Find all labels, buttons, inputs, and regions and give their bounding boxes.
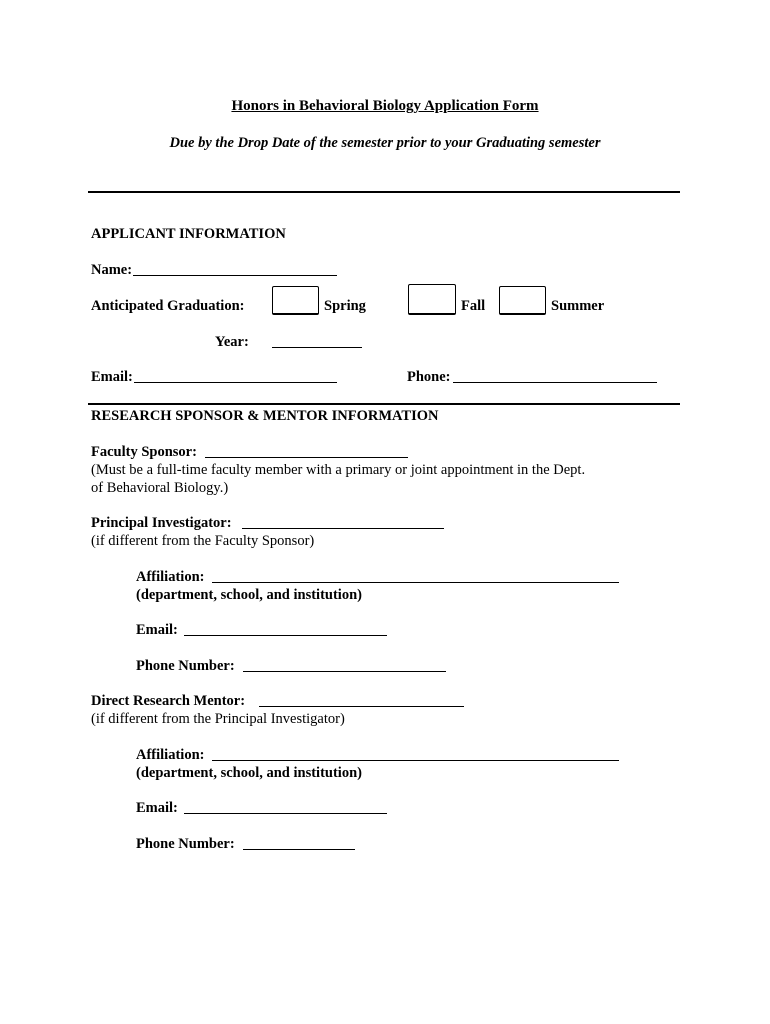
applicant-phone-field[interactable] [453, 366, 657, 383]
pi-email-label: Email: [136, 622, 178, 638]
applicant-section-heading: APPLICANT INFORMATION [91, 226, 286, 242]
pi-phone-label: Phone Number: [136, 658, 235, 674]
pi-email-field[interactable] [184, 619, 387, 636]
direct-research-mentor-field[interactable] [259, 690, 464, 707]
pi-affiliation-field[interactable] [212, 566, 619, 583]
header-divider [88, 191, 680, 193]
pi-affiliation-note: (department, school, and institution) [136, 587, 362, 603]
faculty-sponsor-field[interactable] [205, 441, 408, 458]
fall-checkbox[interactable] [408, 284, 456, 315]
summer-checkbox[interactable] [499, 286, 546, 315]
mentor-affiliation-label: Affiliation: [136, 747, 205, 763]
applicant-phone-label: Phone: [407, 369, 451, 385]
applicant-email-field[interactable] [134, 366, 337, 383]
section-divider [88, 403, 680, 405]
principal-investigator-label: Principal Investigator: [91, 515, 232, 531]
mentor-affiliation-field[interactable] [212, 744, 619, 761]
spring-checkbox[interactable] [272, 286, 319, 315]
name-field[interactable] [133, 259, 337, 276]
summer-label: Summer [551, 298, 605, 314]
mentor-phone-label: Phone Number: [136, 836, 235, 852]
sponsor-section-heading: RESEARCH SPONSOR & MENTOR INFORMATION [91, 408, 439, 424]
faculty-sponsor-note-line2: of Behavioral Biology.) [91, 480, 229, 496]
applicant-email-label: Email: [91, 369, 133, 385]
direct-research-mentor-label: Direct Research Mentor: [91, 693, 246, 709]
mentor-affiliation-note: (department, school, and institution) [136, 765, 362, 781]
year-label: Year: [215, 334, 249, 350]
year-field[interactable] [272, 331, 362, 348]
direct-research-mentor-note: (if different from the Principal Investigator) [91, 711, 345, 727]
name-label: Name: [91, 262, 133, 278]
mentor-email-field[interactable] [184, 797, 387, 814]
pi-phone-field[interactable] [243, 655, 446, 672]
form-title: Honors in Behavioral Biology Application Form [231, 98, 539, 114]
anticipated-graduation-label: Anticipated Graduation: [91, 298, 245, 314]
mentor-email-label: Email: [136, 800, 178, 816]
principal-investigator-field[interactable] [242, 512, 444, 529]
form-subtitle: Due by the Drop Date of the semester prior to your Graduating semester [169, 135, 601, 151]
faculty-sponsor-label: Faculty Sponsor: [91, 444, 197, 460]
pi-affiliation-label: Affiliation: [136, 569, 205, 585]
mentor-phone-field[interactable] [243, 833, 355, 850]
fall-label: Fall [461, 298, 486, 314]
principal-investigator-note: (if different from the Faculty Sponsor) [91, 533, 315, 549]
faculty-sponsor-note-line1: (Must be a full-time faculty member with a primary or joint appointment in the Dept. [91, 462, 586, 478]
spring-label: Spring [324, 298, 366, 314]
